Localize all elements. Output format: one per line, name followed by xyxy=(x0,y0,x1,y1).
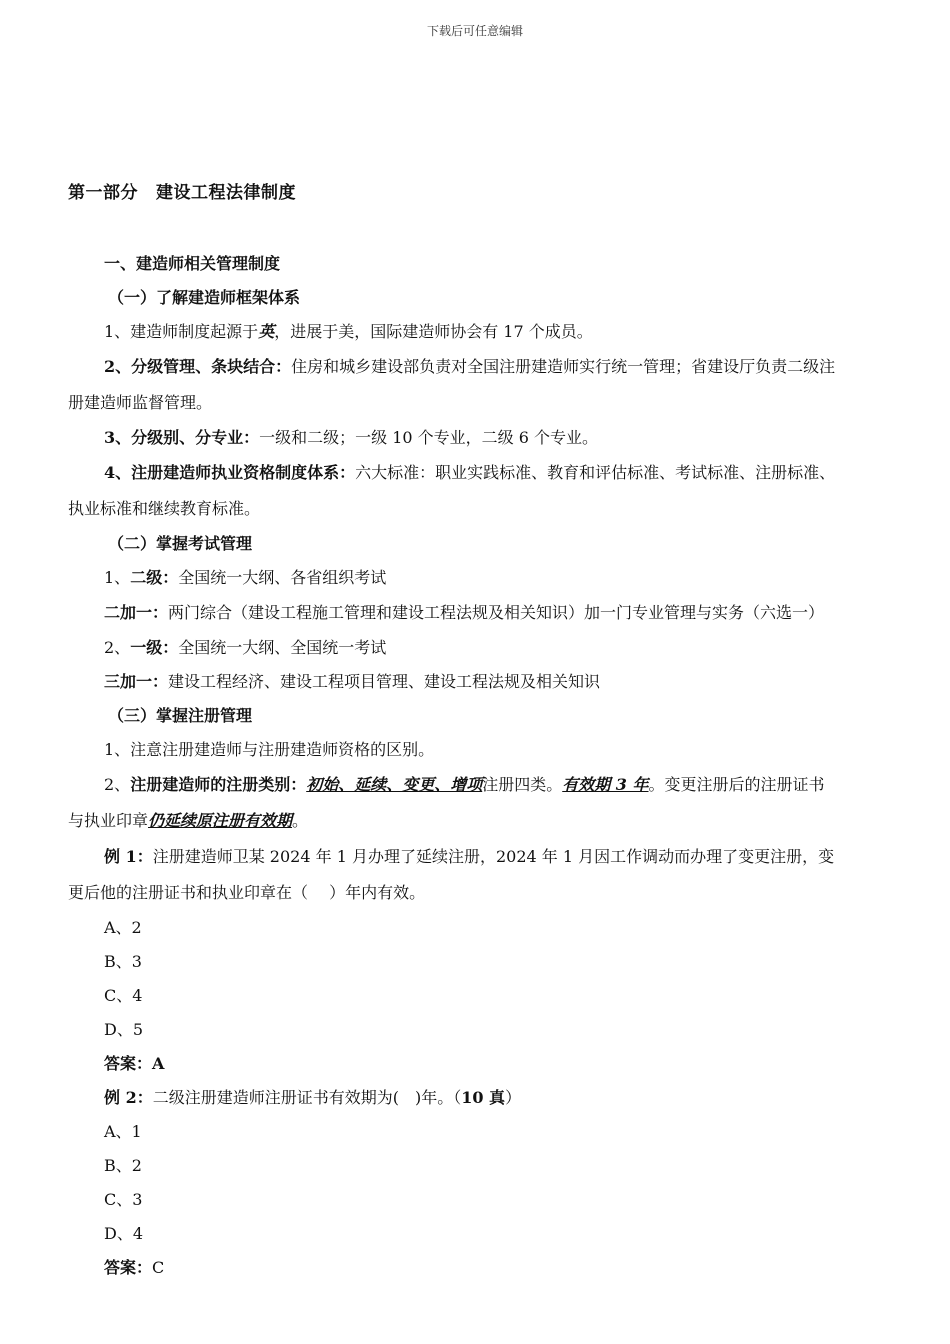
paragraph xyxy=(68,315,840,349)
subsection-heading-3: （三）掌握注册管理 xyxy=(108,706,253,725)
example-question-1 xyxy=(68,839,840,911)
subsection-heading-2: （二）掌握考试管理 xyxy=(108,534,253,553)
paragraph xyxy=(68,767,840,839)
text-run: 六大标准：职业实践标准、教育和评估标准、考试标准、注册标准、执业标准和继续教育标准。 xyxy=(68,463,836,518)
bold-lead: 二级： xyxy=(130,568,179,587)
emphasis-text: 仍延续原注册有效期 xyxy=(148,811,293,830)
source-tag: 10 真 xyxy=(461,1088,506,1107)
paragraph xyxy=(68,421,840,455)
option: A、2 xyxy=(104,918,142,937)
text-run: 全国统一大纲、全国统一考试 xyxy=(178,638,387,657)
text-run: 。 xyxy=(292,811,309,830)
answer-label: 答案： xyxy=(104,1258,153,1277)
text-run: 1、建造师制度起源于 xyxy=(104,322,259,341)
text-run: 2、 xyxy=(104,638,131,657)
text-run: 。变更注册后的注册证书与执业印章 xyxy=(68,775,825,830)
option: D、5 xyxy=(104,1020,144,1039)
answer-label: 答案： xyxy=(104,1054,153,1073)
option: D、4 xyxy=(104,1224,144,1243)
answer-line xyxy=(68,1251,840,1285)
subsection-heading-1: （一）了解建造师框架体系 xyxy=(108,288,301,307)
example-label: 例 1： xyxy=(104,847,153,866)
text-run: 全国统一大纲、各省组织考试 xyxy=(178,568,387,587)
bold-lead: 三加一： xyxy=(104,672,169,691)
example-question-2 xyxy=(68,1081,840,1115)
option: B、2 xyxy=(104,1156,142,1175)
text-run: 注册四类。 xyxy=(482,775,563,794)
emphasis-text: 有效期 3 年 xyxy=(562,775,649,794)
paragraph xyxy=(68,455,840,527)
option: B、3 xyxy=(104,952,142,971)
document-body xyxy=(68,178,840,1285)
text-run: 2、 xyxy=(104,775,131,794)
question-text: 注册建造师卫某 2024 年 1 月办理了延续注册，2024 年 1 月因工作调动而办理了变更注册，变更后他的注册证书和执业印章在（ ）年内有效。 xyxy=(68,847,835,902)
text-run: 两门综合（建设工程施工管理和建设工程法规及相关知识）加一门专业管理与实务（六选一） xyxy=(168,603,825,622)
option: A、1 xyxy=(104,1122,142,1141)
option: C、4 xyxy=(104,986,143,1005)
bold-lead: 注册建造师的注册类别： xyxy=(130,775,307,794)
answer-line xyxy=(68,1047,840,1081)
bold-lead: 二加一： xyxy=(104,603,169,622)
paragraph xyxy=(68,561,840,595)
paragraph xyxy=(68,349,840,421)
text-run: 1、 xyxy=(104,568,131,587)
part-heading: 建设工程法律制度 xyxy=(156,183,296,203)
question-text: 二级注册建造师注册证书有效期为( )年。（ xyxy=(152,1088,462,1107)
bold-lead: 2、分级管理、条块结合： xyxy=(104,357,292,376)
text-run: ，进展于美，国际建造师协会有 17 个成员。 xyxy=(274,322,593,341)
answer-value: A xyxy=(152,1054,165,1073)
text-run: ） xyxy=(505,1088,522,1107)
emphasis-text: 英 xyxy=(258,322,275,341)
emphasis-text: 初始、延续、变更、增项 xyxy=(306,775,483,794)
paragraph xyxy=(68,631,840,665)
answer-value: C xyxy=(152,1258,165,1277)
bold-lead: 4、注册建造师执业资格制度体系： xyxy=(104,463,356,482)
example-label: 例 2： xyxy=(104,1088,153,1107)
part-title xyxy=(68,178,840,203)
text-run: 住房和城乡建设部负责对全国注册建造师实行统一管理；省建设厅负责二级注册建造师监督管理。 xyxy=(68,357,836,412)
option: C、3 xyxy=(104,1190,143,1209)
bold-lead: 3、分级别、分专业： xyxy=(104,428,260,447)
paragraph xyxy=(68,665,840,699)
paragraph xyxy=(68,595,840,631)
text-run: 一级和二级；一级 10 个专业，二级 6 个专业。 xyxy=(259,428,599,447)
section-heading: 一、建造师相关管理制度 xyxy=(104,254,281,273)
part-label: 第一部分 xyxy=(68,183,138,203)
text-run: 建设工程经济、建设工程项目管理、建设工程法规及相关知识 xyxy=(168,672,601,691)
bold-lead: 一级： xyxy=(130,638,179,657)
page-header: 下载后可任意编辑 xyxy=(426,24,523,38)
paragraph: 1、注意注册建造师与注册建造师资格的区别。 xyxy=(104,740,435,759)
